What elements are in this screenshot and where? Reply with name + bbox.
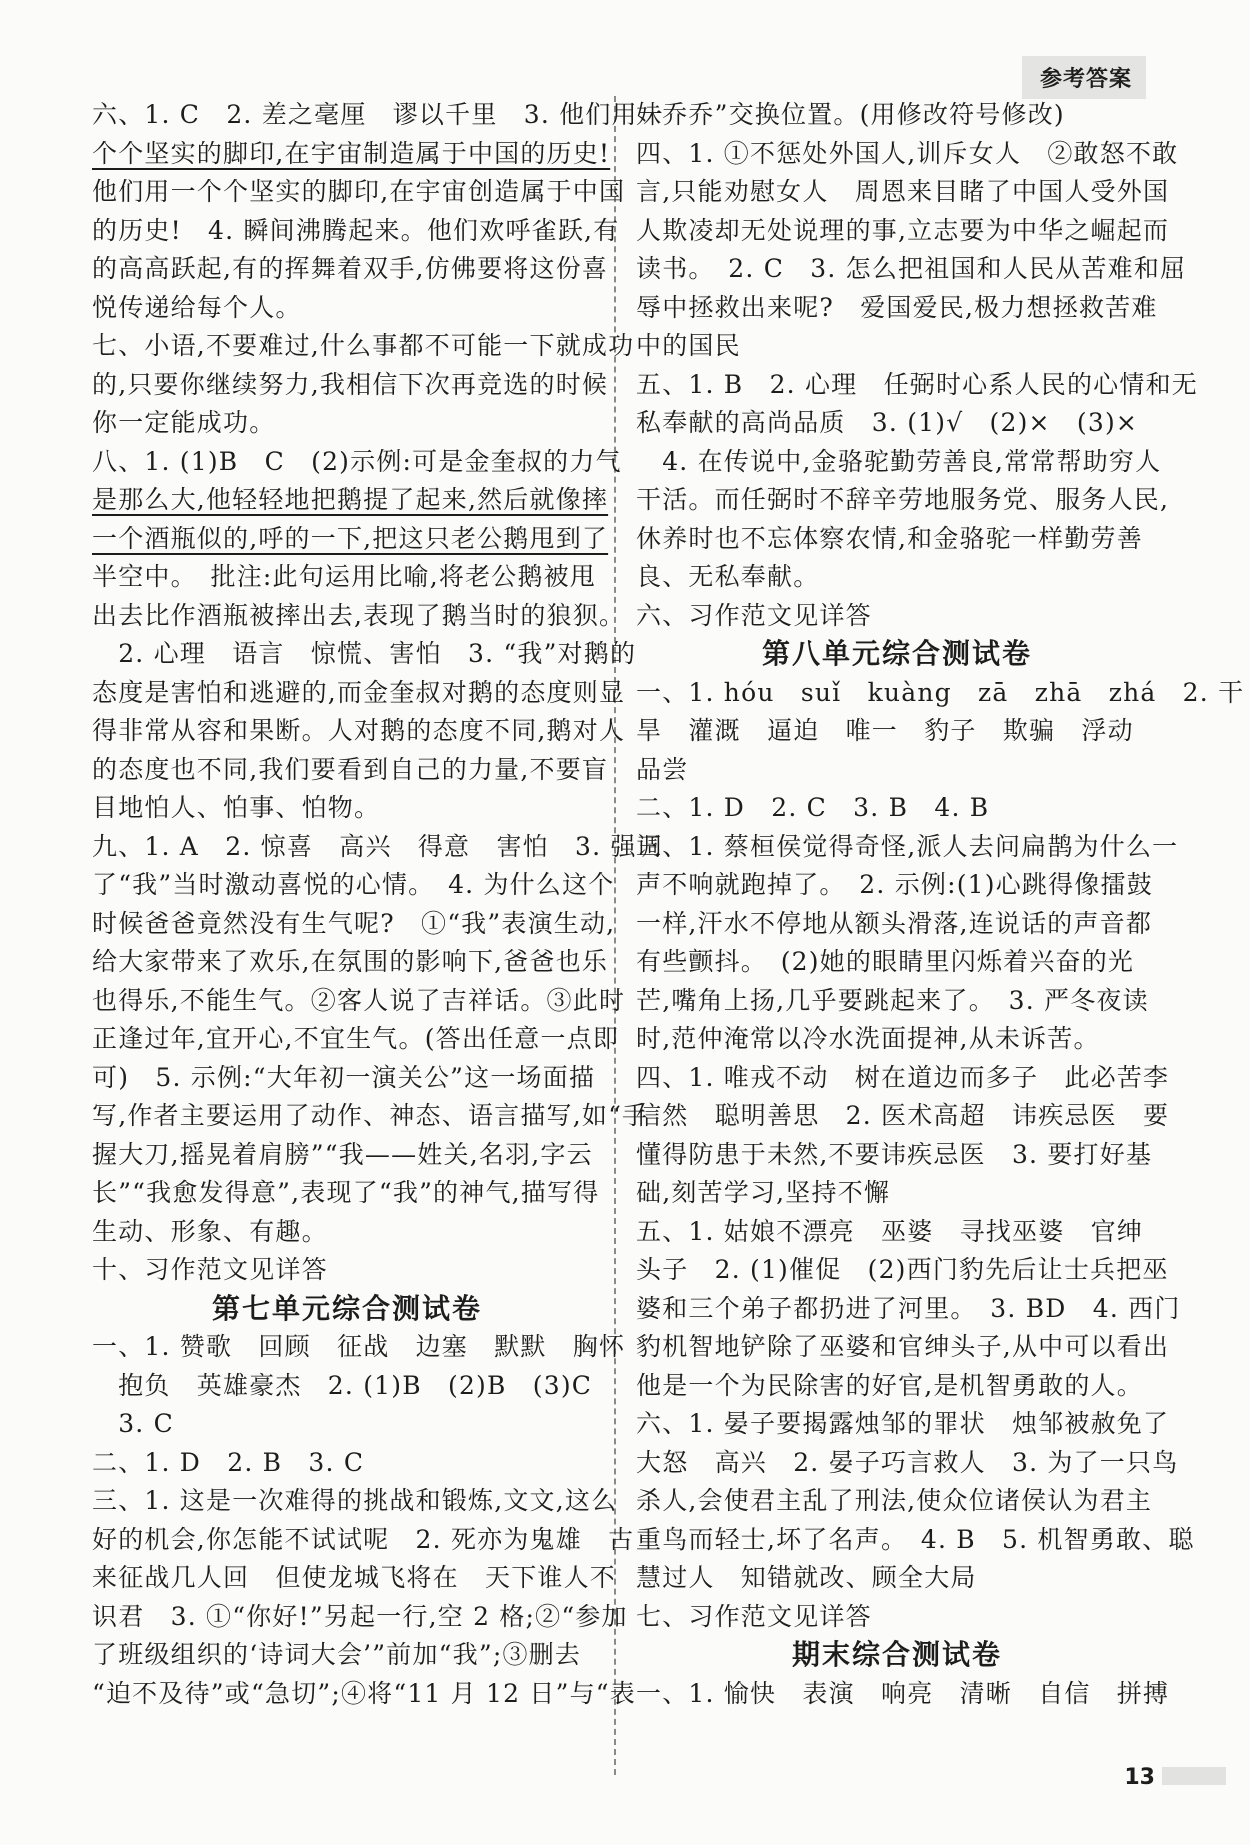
text-line: 慧过人 知错就改、顾全大局 (636, 1563, 977, 1592)
text-line: 4. 在传说中,金骆驼勤劳善良,常常帮助穷人 (636, 446, 1162, 476)
text-line: 他们用一个个坚实的脚印,在宇宙创造属于中国 (92, 177, 626, 206)
text-line: 五、1. 姑娘不漂亮 巫婆 寻找巫婆 官绅 (636, 1216, 1144, 1246)
text-line: 二、1. D 2. B 3. C (92, 1447, 365, 1477)
text-line: 干活。而任弼时不辞辛劳地服务党、服务人民, (636, 485, 1170, 514)
text-line: 七、习作范文见详答 (636, 1601, 872, 1631)
text-line: “迫不及待”或“急切”;④将“11 月 12 日”与“表 (92, 1678, 636, 1708)
text-line: 十、习作范文见详答 (92, 1255, 328, 1284)
text-line: 辱中拯救出来呢? 爱国爱民,极力想拯救苦难 (636, 292, 1158, 322)
text-line: 九、1. A 2. 惊喜 高兴 得意 害怕 3. 强调 (92, 831, 663, 861)
text-line: 芒,嘴角上扬,几乎要跳起来了。 3. 严冬夜读 (636, 985, 1149, 1015)
text-line: 正逢过年,宜开心,不宜生气。(答出任意一点即 (92, 1024, 620, 1053)
text-line: 好的机会,你怎能不试试呢 2. 死亦为鬼雄 古 (92, 1524, 635, 1554)
text-line: 休养时也不忘体察农情,和金骆驼一样勤劳善 (636, 523, 1143, 553)
text-line: 婆和三个弟子都扔进了河里。 3. BD 4. 西门 (636, 1293, 1181, 1323)
text-line: 六、1. C 2. 差之毫厘 谬以千里 3. 他们用一 (92, 100, 664, 129)
text-line: 良、无私奉献。 (636, 562, 820, 591)
text-line: 重鸟而轻士,坏了名声。 4. B 5. 机智勇敢、聪 (636, 1524, 1195, 1554)
text-line: 生动、形象、有趣。 (92, 1216, 328, 1246)
text-line: 三、1. 蔡桓侯觉得奇怪,派人去问扁鹊为什么一 (636, 831, 1179, 861)
text-line: 品尝 (636, 754, 689, 784)
text-line: 六、习作范文见详答 (636, 600, 872, 630)
text-line: 他是一个为民除害的好官,是机智勇敢的人。 (636, 1370, 1143, 1400)
text-line: 妹乔乔”交换位置。(用修改符号修改) (636, 100, 1065, 129)
text-line: 的态度也不同,我们要看到自己的力量,不要盲 (92, 754, 609, 784)
text-line: 四、1. ①不惩处外国人,训斥女人 ②敢怒不敢 (636, 138, 1179, 168)
text-line: 目地怕人、怕事、怕物。 (92, 793, 381, 822)
text-line: 给大家带来了欢乐,在氛围的影响下,爸爸也乐 (92, 947, 609, 976)
text-line: 信然 聪明善思 2. 医术高超 讳疾忌医 要 (636, 1101, 1170, 1130)
text-line: 得非常从容和果断。人对鹅的态度不同,鹅对人 (92, 716, 626, 745)
text-line: 有些颤抖。 (2)她的眼睛里闪烁着兴奋的光 (636, 947, 1135, 976)
text-line: 抱负 英雄豪杰 2. (1)B (2)B (3)C (92, 1370, 593, 1400)
text-line: 读书。 2. C 3. 怎么把祖国和人民从苦难和屈 (636, 254, 1187, 283)
text-line: 你一定能成功。 (92, 408, 276, 437)
text-line: 是那么大,他轻轻地把鹅提了起来,然后就像摔 (92, 485, 609, 514)
text-line: 了“我”当时激动喜悦的心情。 4. 为什么这个 (92, 870, 615, 899)
text-line: 的历史! 4. 瞬间沸腾起来。他们欢呼雀跃,有 (92, 215, 620, 245)
text-line: 豹机智地铲除了巫婆和官绅头子,从中可以看出 (636, 1332, 1170, 1361)
text-line: 八、1. (1)B C (2)示例:可是金奎叔的力气 (92, 446, 622, 476)
text-line: 了班级组织的‘诗词大会’”前加“我”;③删去 (92, 1640, 582, 1669)
text-line: 一样,汗水不停地从额头滑落,连说话的声音都 (636, 908, 1153, 938)
text-line: 七、小语,不要难过,什么事都不可能一下就成功 (92, 331, 635, 360)
text-line: 言,只能劝慰女人 周恩来目睹了中国人受外国 (636, 177, 1170, 206)
text-line: 二、1. D 2. C 3. B 4. B (636, 793, 990, 822)
text-line: 一、1. hóu suǐ kuàng zā zhā zhá 2. 干 (636, 677, 1245, 707)
section-title: 第八单元综合测试卷 (761, 637, 1032, 670)
text-line: 三、1. 这是一次难得的挑战和锻炼,文文,这么 (92, 1486, 618, 1515)
text-line: 一、1. 愉快 表演 响亮 清晰 自信 拼搏 (636, 1678, 1170, 1708)
text-line: 五、1. B 2. 心理 任弼时心系人民的心情和无 (636, 369, 1198, 399)
text-line: 态度是害怕和逃避的,而金奎叔对鹅的态度则显 (92, 677, 626, 707)
text-line: 时候爸爸竟然没有生气呢? ①“我”表演生动, (92, 908, 616, 938)
text-line: 识君 3. ①“你好!”另起一行,空 2 格;②“参加 (92, 1601, 628, 1631)
answer-key-header: 参考答案 (1022, 56, 1146, 99)
text-line: 人欺凌却无处说理的事,立志要为中华之崛起而 (636, 215, 1170, 245)
text-line: 杀人,会使君主乱了刑法,使众位诸侯认为君主 (636, 1486, 1153, 1515)
text-line: 旱 灌溉 逼迫 唯一 豹子 欺骗 浮动 (636, 716, 1134, 745)
right-column (636, 96, 1245, 1713)
text-line: 写,作者主要运用了动作、神态、语言描写,如“手 (92, 1101, 649, 1130)
text-line: 的,只要你继续努力,我相信下次再竞选的时候 (92, 369, 609, 399)
text-line: 半空中。 批注:此句运用比喻,将老公鹅被甩 (92, 562, 597, 591)
text-line: 悦传递给每个人。 (92, 292, 302, 322)
text-line: 出去比作酒瓶被摔出去,表现了鹅当时的狼狈。 (92, 600, 626, 630)
text-line: 来征战几人回 但使龙城飞将在 天下谁人不 (92, 1563, 617, 1592)
text-line: 也得乐,不能生气。②客人说了吉祥话。③此时 (92, 985, 626, 1015)
page-number: 13 (1124, 1765, 1155, 1790)
page-number-bar (1162, 1767, 1226, 1785)
text-line: 懂得防患于未然,不要讳疾忌医 3. 要打好基 (636, 1139, 1153, 1169)
text-line: 可) 5. 示例:“大年初一演关公”这一场面描 (92, 1062, 596, 1092)
text-line: 2. 心理 语言 惊慌、害怕 3. “我”对鹅的 (92, 639, 637, 668)
text-line: 3. C (92, 1409, 174, 1438)
text-line: 础,刻苦学习,坚持不懈 (636, 1178, 891, 1207)
text-line: 私奉献的高尚品质 3. (1)√ (2)× (3)× (636, 408, 1139, 437)
section-title: 期末综合测试卷 (791, 1638, 1002, 1671)
text-line: 长”“我愈发得意”,表现了“我”的神气,描写得 (92, 1178, 600, 1207)
text-line: 中的国民 (636, 331, 741, 360)
text-line: 个个坚实的脚印,在宇宙制造属于中国的历史! (92, 138, 611, 168)
text-line: 握大刀,摇晃着肩膀”“我——姓关,名羽,字云 (92, 1139, 593, 1169)
text-line: 声不响就跑掉了。 2. 示例:(1)心跳得像擂鼓 (636, 870, 1153, 899)
text-line: 大怒 高兴 2. 晏子巧言救人 3. 为了一只鸟 (636, 1447, 1179, 1477)
text-line: 六、1. 晏子要揭露烛邹的罪状 烛邹被赦免了 (636, 1409, 1170, 1438)
text-line: 时,范仲淹常以冷水洗面提神,从未诉苦。 (636, 1024, 1100, 1053)
section-title: 第七单元综合测试卷 (211, 1291, 482, 1325)
text-line: 四、1. 唯戎不动 树在道边而多子 此必苦李 (636, 1062, 1170, 1092)
text-line: 一个酒瓶似的,呼的一下,把这只老公鹅甩到了 (92, 523, 609, 553)
text-line: 头子 2. (1)催促 (2)西门豹先后让士兵把巫 (636, 1255, 1169, 1284)
text-line: 的高高跃起,有的挥舞着双手,仿佛要将这份喜 (92, 254, 609, 283)
text-line: 一、1. 赞歌 回顾 征战 边塞 默默 胸怀 (92, 1332, 626, 1361)
